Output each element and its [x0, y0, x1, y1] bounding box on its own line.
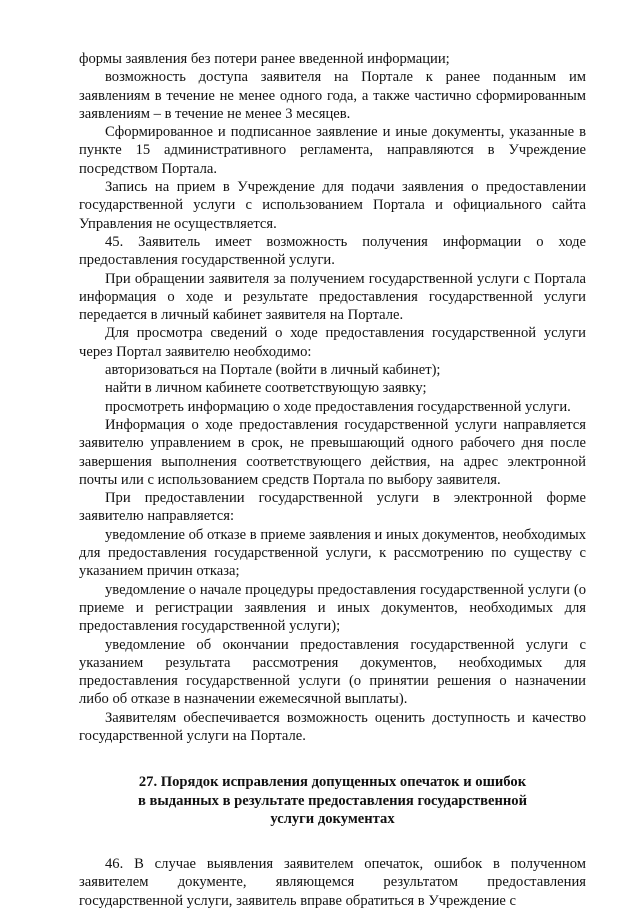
paragraph: 46. В случае выявления заявителем опечаток, ошибок в полученном заявителем документе, являющемся результатом предоставления государственной услуги, заявитель вправе обратиться в Учреждение с: [79, 856, 586, 909]
heading-line: в выданных в результате предоставления государственной: [137, 792, 528, 809]
paragraph: авторизоваться на Портале (войти в личный кабинет);: [105, 362, 441, 379]
paragraph: Сформированное и подписанное заявление и иные документы, указанные в пункте 15 административного регламента, направляются в Учреждение посредством Портала.: [79, 124, 586, 177]
paragraph: Информация о ходе предоставления государственной услуги направляется заявителю управлением в срок, не превышающий одного рабочего дня после завершения выполнения соответствующего действия, на адрес электронной почты или с использованием средств Портала по выбору заявителя.: [79, 416, 586, 488]
paragraphs-after-heading: [79, 855, 586, 910]
document-body: [79, 50, 586, 910]
paragraph: Заявителям обеспечивается возможность оценить доступность и качество государственной услуги на Портале.: [79, 709, 586, 744]
paragraph: формы заявления без потери ранее введенной информации;: [79, 51, 450, 67]
paragraph: уведомление о начале процедуры предоставления государственной услуги (о приеме и регистрации заявления и иных документов, необходимых для предоставления государственной услуги);: [79, 581, 586, 635]
paragraph: уведомление об окончании предоставления государственной услуги с указанием результата рассмотрения документов, необходимых для предоставления государственной услуги (о принятии решения о назначении либо об отказе в назначении ежемесячной выплаты).: [79, 636, 586, 708]
heading-line: услуги документах: [270, 810, 395, 827]
paragraph: Запись на прием в Учреждение для подачи заявления о предоставлении государственной услуги с использованием Портала и официального сайта Управления не осуществляется.: [79, 179, 586, 232]
section-heading: [79, 773, 586, 828]
paragraph: уведомление об отказе в приеме заявления и иных документов, необходимых для предоставления государственной услуги, к рассмотрению по существу с указанием причин отказа;: [79, 526, 586, 580]
paragraph: просмотреть информацию о ходе предоставления государственной услуги.: [105, 398, 571, 415]
paragraph: При обращении заявителя за получением государственной услуги с Портала информация о ходе и результате предоставления государственной услуги передается в личный кабинет заявителя на Портале.: [79, 270, 586, 324]
paragraph: возможность доступа заявителя на Портале к ранее поданным им заявлениям в течение не менее одного года, а также частично сформированным заявлениям – в течение не менее 3 месяцев.: [79, 69, 586, 122]
paragraph: найти в личном кабинете соответствующую заявку;: [105, 380, 427, 397]
paragraph: При предоставлении государственной услуги в электронной форме заявителю направляется:: [79, 490, 586, 525]
paragraph: Для просмотра сведений о ходе предоставления государственной услуги через Портал заявителю необходимо:: [79, 325, 586, 360]
heading-line: 27. Порядок исправления допущенных опечаток и ошибок: [138, 774, 527, 791]
paragraphs-before-heading: [79, 50, 586, 745]
paragraph: 45. Заявитель имеет возможность получения информации о ходе предоставления государственной услуги.: [79, 233, 586, 269]
